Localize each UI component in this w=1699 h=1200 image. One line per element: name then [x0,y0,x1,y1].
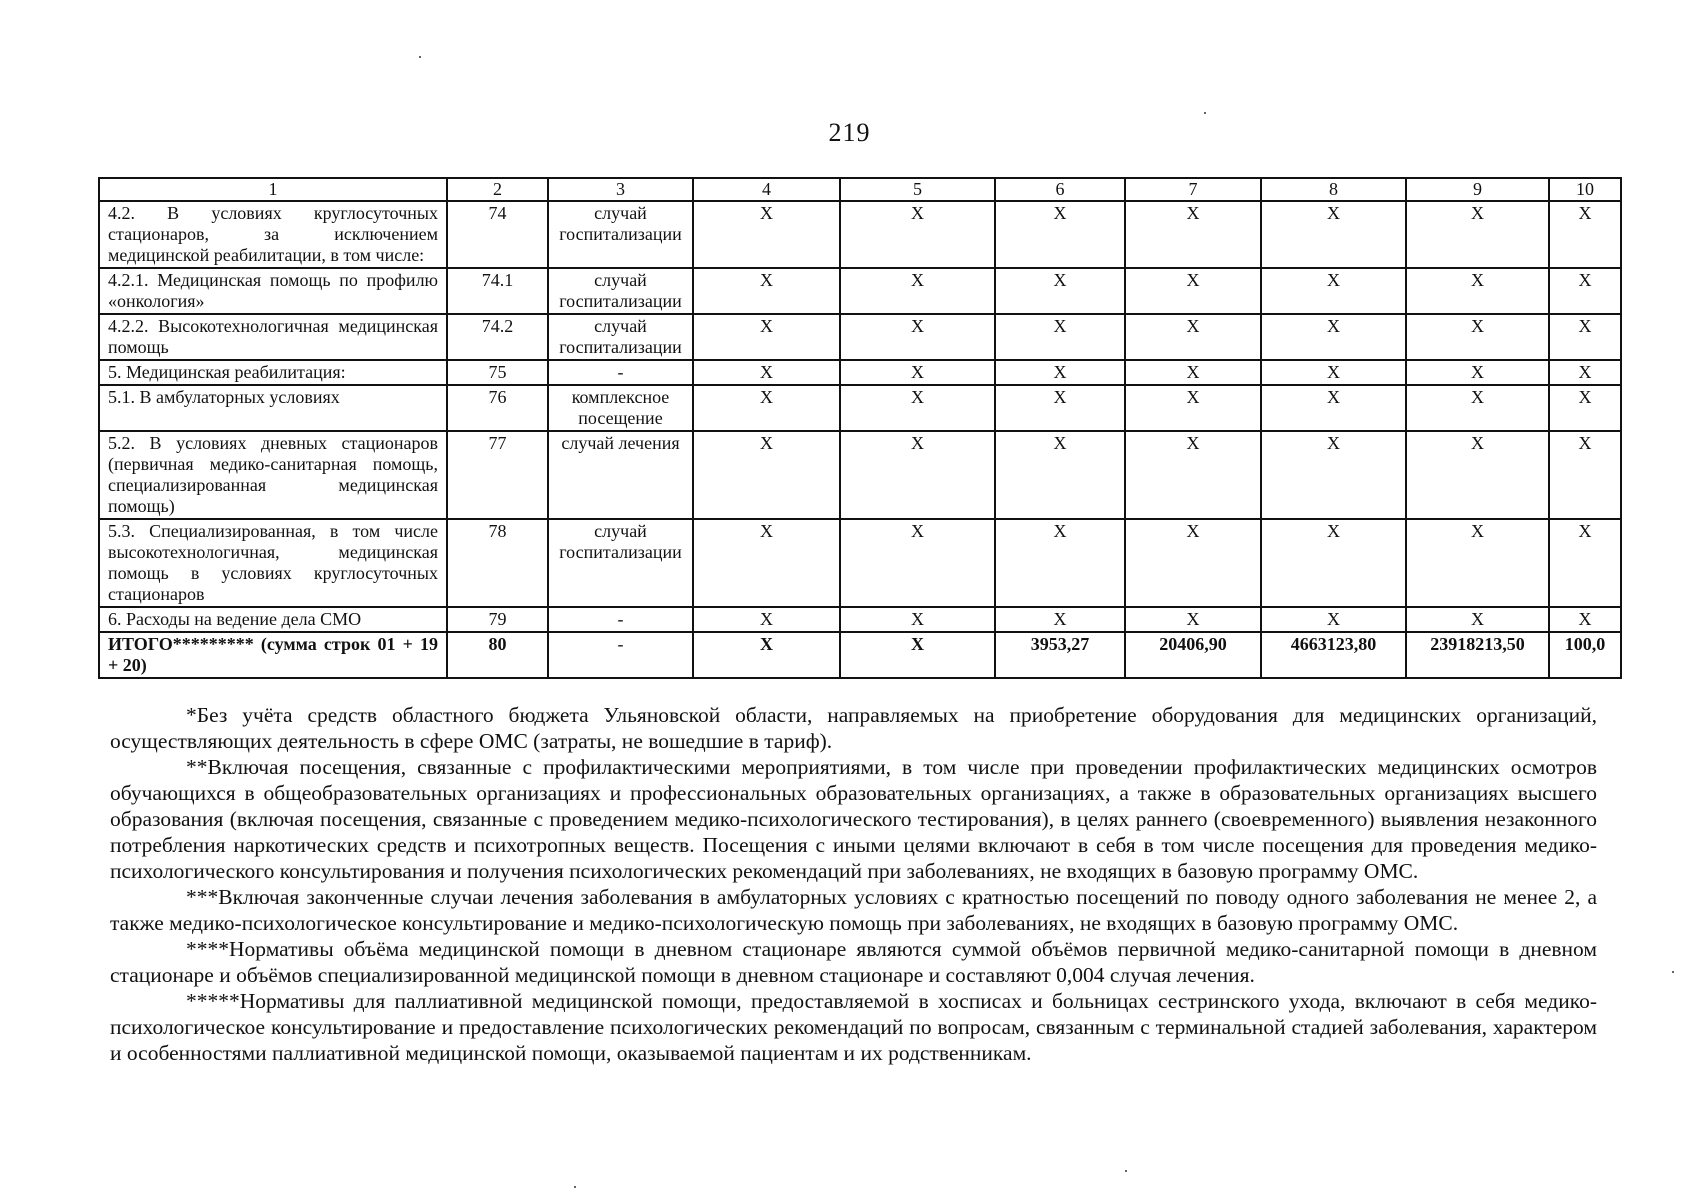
row-value: Х [1261,607,1406,632]
table-row [99,314,1621,360]
row-value: Х [1125,360,1261,385]
row-unit: комплексное посещение [548,385,693,431]
row-value: Х [995,268,1125,314]
row-value: Х [1261,201,1406,268]
row-value: Х [1549,201,1621,268]
row-unit: случай лечения [548,431,693,519]
total-unit: - [548,632,693,678]
row-value: Х [1406,314,1549,360]
row-value: Х [1549,607,1621,632]
row-code: 75 [447,360,548,385]
row-unit: случай госпитализации [548,519,693,607]
row-value: Х [995,360,1125,385]
column-number: 7 [1125,178,1261,201]
row-value: Х [693,268,840,314]
table-row [99,360,1621,385]
scan-speck [419,56,421,58]
row-value: Х [693,431,840,519]
row-value: Х [840,268,995,314]
footnotes [110,702,1597,1066]
row-value: Х [1261,314,1406,360]
row-value: Х [1125,385,1261,431]
scan-speck [1672,971,1674,973]
row-value: Х [1125,431,1261,519]
row-code: 76 [447,385,548,431]
row-value: Х [840,314,995,360]
row-value: Х [840,360,995,385]
row-value: Х [1125,314,1261,360]
row-code: 77 [447,431,548,519]
row-value: Х [693,360,840,385]
total-value: Х [840,632,995,678]
row-value: Х [1125,201,1261,268]
scan-speck [1204,112,1206,114]
row-value: Х [1261,360,1406,385]
row-value: Х [1261,431,1406,519]
total-name: ИТОГО********* (сумма строк 01 + 19 + 20) [99,632,447,678]
row-code: 78 [447,519,548,607]
row-value: Х [1406,431,1549,519]
scan-speck [574,1186,576,1188]
total-code: 80 [447,632,548,678]
row-value: Х [693,385,840,431]
row-value: Х [840,385,995,431]
table-row [99,431,1621,519]
row-unit: - [548,607,693,632]
row-value: Х [1549,314,1621,360]
footnote: **Включая посещения, связанные с профилактическими мероприятиями, в том числе при проведении профилактических медицинских осмотров обучающихся в общеобразовательных организациях и профессиональных образовательных организациях, а также в образовательных организациях высшего образования (включая посещения, связанные с проведением медико-психологического тестирования), в целях раннего (своевременного) выявления незаконного потребления наркотических средств и психотропных веществ. Посещения с иными целями включают в себя в том числе посещения для проведения медико-психологического консультирования и получения психологических рекомендаций при заболеваниях, не входящих в базовую программу ОМС. [110,755,1597,883]
row-code: 74.2 [447,314,548,360]
row-code: 74.1 [447,268,548,314]
row-value: Х [693,519,840,607]
column-number-row [99,178,1621,201]
column-number: 6 [995,178,1125,201]
page-number: 219 [828,118,871,147]
row-value: Х [995,201,1125,268]
total-value: 23918213,50 [1406,632,1549,678]
row-value: Х [1406,385,1549,431]
scan-speck [1125,1170,1127,1172]
row-value: Х [693,201,840,268]
row-value: Х [1261,519,1406,607]
row-unit: случай госпитализации [548,314,693,360]
row-unit: случай госпитализации [548,268,693,314]
column-number: 10 [1549,178,1621,201]
footnote: ***Включая законченные случаи лечения заболевания в амбулаторных условиях с кратностью посещений по поводу одного заболевания не менее 2, а также медико-психологическое консультирование и медико-психологическую помощь при заболеваниях, не входящих в базовую программу ОМС. [110,885,1597,935]
row-value: Х [1261,268,1406,314]
row-name: 5.2. В условиях дневных стационаров (первичная медико-санитарная помощь, специализированная медицинская помощь) [99,431,447,519]
total-value: 20406,90 [1125,632,1261,678]
column-number: 3 [548,178,693,201]
total-value: 100,0 [1549,632,1621,678]
table-row [99,607,1621,632]
row-value: Х [1406,268,1549,314]
total-value: 3953,27 [995,632,1125,678]
row-value: Х [995,519,1125,607]
table-row [99,385,1621,431]
row-value: Х [995,431,1125,519]
row-unit: случай госпитализации [548,201,693,268]
row-value: Х [1125,519,1261,607]
row-name: 4.2.2. Высокотехнологичная медицинская помощь [99,314,447,360]
row-name: 5.3. Специализированная, в том числе высокотехнологичная, медицинская помощь в условиях круглосуточных стационаров [99,519,447,607]
column-number: 2 [447,178,548,201]
table-row [99,201,1621,268]
table-row [99,268,1621,314]
row-name: 5. Медицинская реабилитация: [99,360,447,385]
column-number: 1 [99,178,447,201]
total-value: 4663123,80 [1261,632,1406,678]
column-number: 5 [840,178,995,201]
column-number: 4 [693,178,840,201]
row-value: Х [1406,360,1549,385]
row-code: 79 [447,607,548,632]
row-name: 5.1. В амбулаторных условиях [99,385,447,431]
row-name: 4.2. В условиях круглосуточных стационаров, за исключением медицинской реабилитации, в том числе: [99,201,447,268]
row-value: Х [840,431,995,519]
row-name: 6. Расходы на ведение дела СМО [99,607,447,632]
footnote: *Без учёта средств областного бюджета Ульяновской области, направляемых на приобретение оборудования для медицинских организаций, осуществляющих деятельность в сфере ОМС (затраты, не вошедшие в тариф). [110,703,1597,753]
row-value: Х [1549,360,1621,385]
row-code: 74 [447,201,548,268]
row-unit: - [548,360,693,385]
total-row [99,632,1621,678]
column-number: 9 [1406,178,1549,201]
row-value: Х [995,607,1125,632]
row-value: Х [1125,607,1261,632]
row-value: Х [693,314,840,360]
row-name: 4.2.1. Медицинская помощь по профилю «онкология» [99,268,447,314]
row-value: Х [693,607,840,632]
table-row [99,519,1621,607]
row-value: Х [1406,519,1549,607]
row-value: Х [1125,268,1261,314]
footnote: ****Нормативы объёма медицинской помощи в дневном стационаре являются суммой объёмов первичной медико-санитарной помощи в дневном стационаре и объёмов специализированной медицинской помощи в дневном стационаре и составляют 0,004 случая лечения. [110,937,1597,987]
row-value: Х [1261,385,1406,431]
row-value: Х [1549,268,1621,314]
row-value: Х [840,607,995,632]
data-table [98,177,1622,679]
row-value: Х [1549,431,1621,519]
footnote: *****Нормативы для паллиативной медицинской помощи, предоставляемой в хосписах и больницах сестринского ухода, включают в себя медико-психологическое консультирование и предоставление психологических рекомендаций по вопросам, связанным с терминальной стадией заболевания, характером и особенностями паллиативной медицинской помощи, оказываемой пациентам и их родственникам. [110,989,1597,1065]
column-number: 8 [1261,178,1406,201]
row-value: Х [995,385,1125,431]
row-value: Х [995,314,1125,360]
row-value: Х [1406,607,1549,632]
row-value: Х [1549,385,1621,431]
row-value: Х [840,519,995,607]
row-value: Х [1406,201,1549,268]
row-value: Х [1549,519,1621,607]
row-value: Х [840,201,995,268]
total-value: Х [693,632,840,678]
